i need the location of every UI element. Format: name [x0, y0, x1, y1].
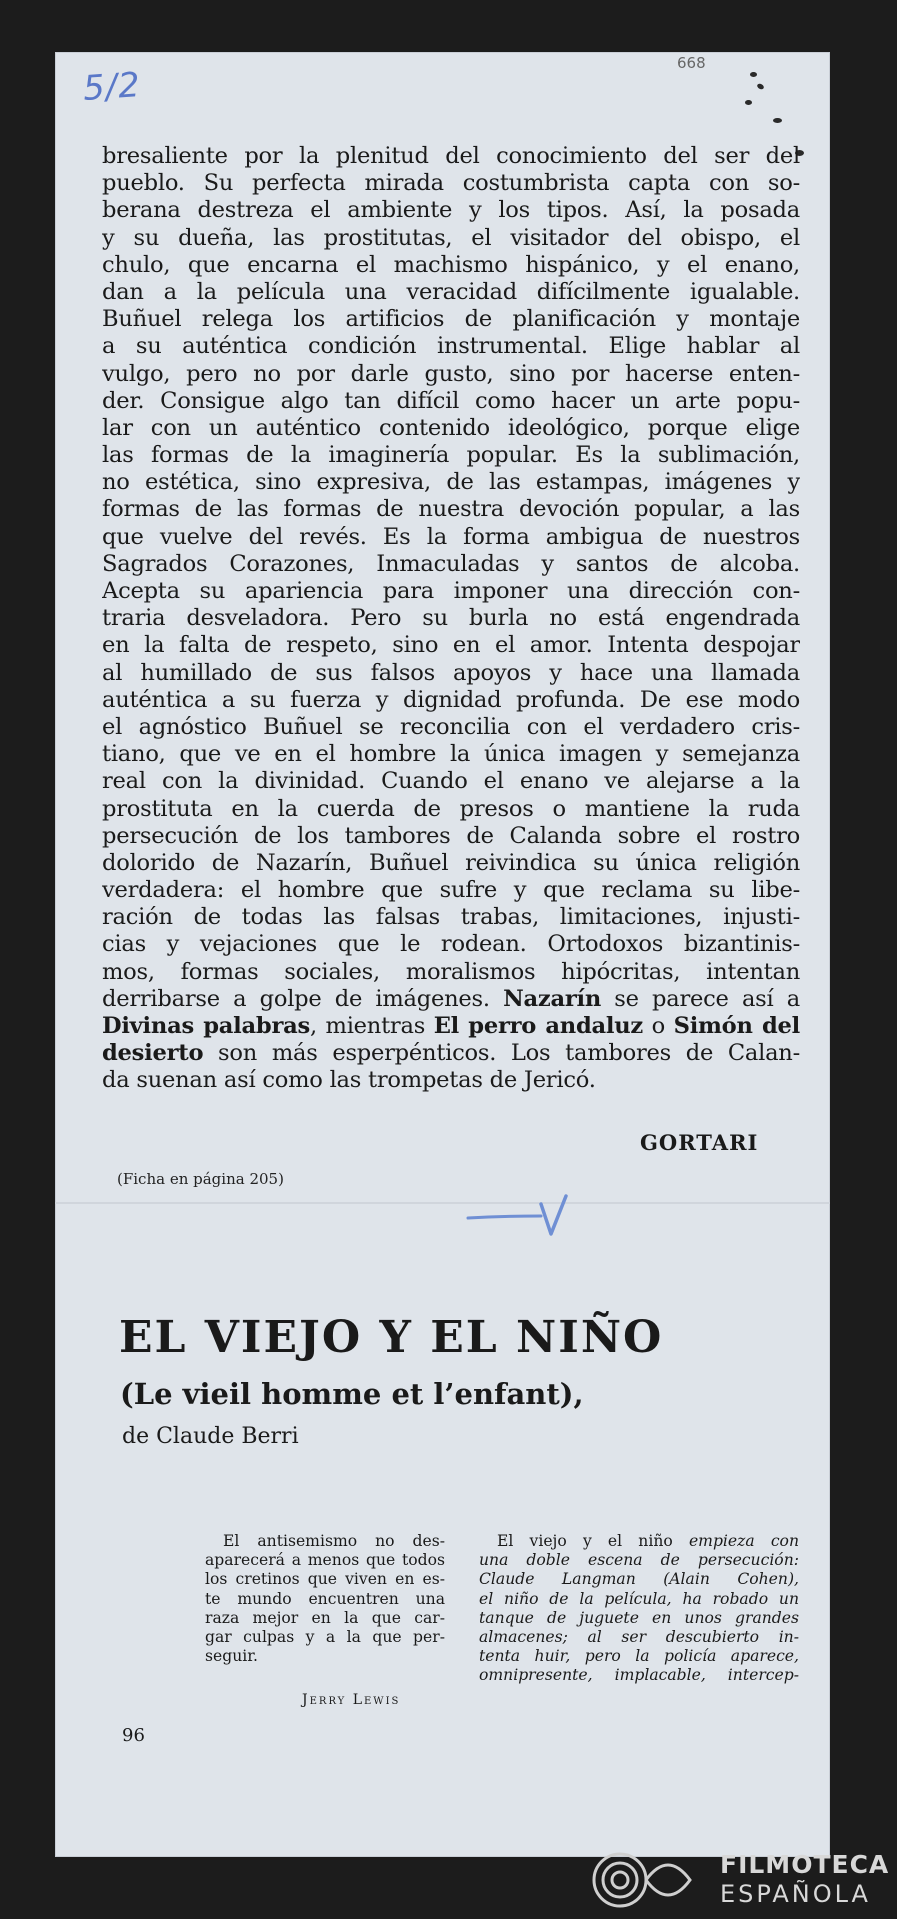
epigraph-line: gar culpas y a la que per-	[205, 1627, 445, 1646]
review-line: y su dueña, las prostitutas, el visitador del obispo, el	[102, 224, 800, 251]
intro-line	[479, 1666, 799, 1685]
intro-text-italic: una doble escena de persecución:	[479, 1551, 799, 1570]
review-text	[102, 143, 800, 1095]
review-line: las formas de la imaginería popular. Es la sublimación,	[102, 442, 800, 469]
review-line: pueblo. Su perfecta mirada costumbrista capta con so-	[102, 170, 800, 197]
intro-text-italic: omnipresente, implacable, intercep-	[479, 1666, 799, 1685]
intro-text-italic: almacenes; al ser descubierto in-	[479, 1627, 799, 1646]
intro-line-mixed	[479, 1532, 799, 1551]
article-subtitle: (Le vieil homme et l’enfant),	[120, 1377, 584, 1411]
review-line: al humillado de sus falsos apoyos y hace una llamada	[102, 659, 800, 686]
intro-text-italic: tanque de juguete en unos grandes	[479, 1608, 799, 1627]
intro-line	[479, 1609, 799, 1628]
film-title-bold: Divinas palabras	[102, 1013, 310, 1039]
review-line-mixed	[102, 1040, 800, 1067]
review-text-run: son más esperpénticos. Los tambores de Calan-	[203, 1040, 800, 1067]
intro-line	[479, 1570, 799, 1589]
article-intro	[479, 1532, 799, 1686]
review-line: bresaliente por la plenitud del conocimiento del ser del	[102, 143, 800, 169]
handwritten-page-mark: 5/2	[81, 65, 143, 109]
epigraph-line: El antisemismo no des-	[223, 1532, 445, 1550]
review-text-run: se parece así a	[601, 985, 800, 1012]
review-line: derribarse a golpe de imágenes.	[102, 985, 490, 1012]
review-text-run: o	[643, 1013, 674, 1039]
review-line: en la falta de respeto, sino en el amor. Intenta despojar	[102, 632, 800, 659]
intro-text-italic: el niño de la película, ha robado un	[479, 1589, 799, 1608]
ficha-reference: (Ficha en página 205)	[117, 1170, 284, 1188]
archive-name-line1: FILMOTECA	[720, 1850, 890, 1879]
review-line: no estética, sino expresiva, de las estampas, imágenes y	[102, 469, 800, 496]
review-line: ración de todas las falsas trabas, limitaciones, injusti-	[102, 904, 800, 931]
intro-text-italic: Claude Langman (Alain Cohen),	[479, 1570, 799, 1589]
review-line: Acepta su apariencia para imponer una dirección con-	[102, 578, 800, 604]
intro-film-title: El viejo y el niño	[497, 1532, 689, 1550]
film-title-bold: El perro andaluz	[433, 1013, 644, 1039]
film-title-bold: Simón del	[673, 1013, 800, 1039]
epigraph-line: aparecerá a menos que todos	[205, 1551, 445, 1570]
review-line: el agnóstico Buñuel se reconcilia con el verdadero cris-	[102, 713, 800, 740]
review-line: a su auténtica condición instrumental. Elige hablar al	[102, 333, 800, 360]
review-line: persecución de los tambores de Calanda sobre el rostro	[102, 822, 800, 849]
review-line: formas de las formas de nuestra devoción popular, a las	[102, 496, 800, 523]
review-line: que vuelve del revés. Es la forma ambigua de nuestros	[102, 523, 800, 550]
intro-line	[479, 1590, 799, 1609]
review-line: vulgo, pero no por darle gusto, sino por hacerse enten-	[102, 360, 800, 387]
review-line: cias y vejaciones que le rodean. Ortodoxos bizantinis-	[102, 931, 800, 958]
review-line: auténtica a su fuerza y dignidad profunda. De ese modo	[102, 686, 800, 713]
review-line: berana destreza el ambiente y los tipos. Así, la posada	[102, 197, 800, 224]
document-page	[55, 52, 830, 1857]
article-title: EL VIEJO Y EL NIÑO	[119, 1312, 664, 1363]
intro-text-italic: empieza con	[688, 1532, 799, 1550]
review-line: der. Consigue algo tan difícil como hacer un arte popu-	[102, 387, 800, 414]
filmoteca-emblem-icon	[590, 1845, 700, 1915]
review-line: lar con un auténtico contenido ideológico, porque elige	[102, 414, 800, 441]
film-title-bold: Nazarín	[503, 985, 602, 1012]
review-line: mos, formas sociales, moralismos hipócritas, intentan	[102, 958, 800, 985]
archive-watermark	[590, 1845, 890, 1915]
epigraph	[205, 1532, 445, 1666]
page-number: 96	[122, 1725, 145, 1746]
article-author-line: de Claude Berri	[122, 1424, 299, 1449]
review-line: prostituta en la cuerda de presos o mantiene la ruda	[102, 795, 800, 822]
intro-line	[479, 1628, 799, 1647]
review-line: verdadera: el hombre que sufre y que reclama su libe-	[102, 877, 800, 904]
epigraph-attribution: Jerry Lewis	[302, 1692, 401, 1708]
epigraph-line: los cretinos que viven en es-	[205, 1570, 445, 1589]
review-line: da suenan así como las trompetas de Jericó.	[102, 1067, 596, 1094]
intro-line	[479, 1551, 799, 1570]
handwritten-check-mark	[463, 1194, 603, 1244]
film-title-bold: desierto	[102, 1040, 204, 1067]
review-line: traria desveladora. Pero su burla no está engendrada	[102, 605, 800, 632]
review-signature: GORTARI	[640, 1130, 759, 1155]
review-line: Buñuel relega los artificios de planificación y montaje	[102, 306, 800, 333]
intro-text-italic: tenta huir, pero la policía aparece,	[479, 1647, 799, 1666]
intro-line	[479, 1647, 799, 1666]
epigraph-line: raza mejor en la que car-	[205, 1608, 445, 1627]
epigraph-line: te mundo encuentren una	[205, 1589, 445, 1608]
review-line: tiano, que ve en el hombre la única imagen y semejanza	[102, 741, 800, 768]
archive-name-line2: ESPAÑOLA	[720, 1880, 871, 1908]
review-line-mixed	[102, 1013, 800, 1040]
review-line: chulo, que encarna el machismo hispánico, y el enano,	[102, 251, 800, 278]
handwritten-reference: 668	[677, 54, 706, 72]
review-line: dan a la película una veracidad difícilmente igualable.	[102, 278, 800, 305]
review-line-mixed	[102, 986, 800, 1013]
review-line: Sagrados Corazones, Inmaculadas y santos de alcoba.	[102, 550, 800, 577]
review-line: dolorido de Nazarín, Buñuel reivindica su única religión	[102, 849, 800, 876]
review-line: real con la divinidad. Cuando el enano ve alejarse a la	[102, 768, 800, 795]
epigraph-line: seguir.	[205, 1647, 258, 1666]
review-text-run: , mientras	[309, 1013, 434, 1039]
